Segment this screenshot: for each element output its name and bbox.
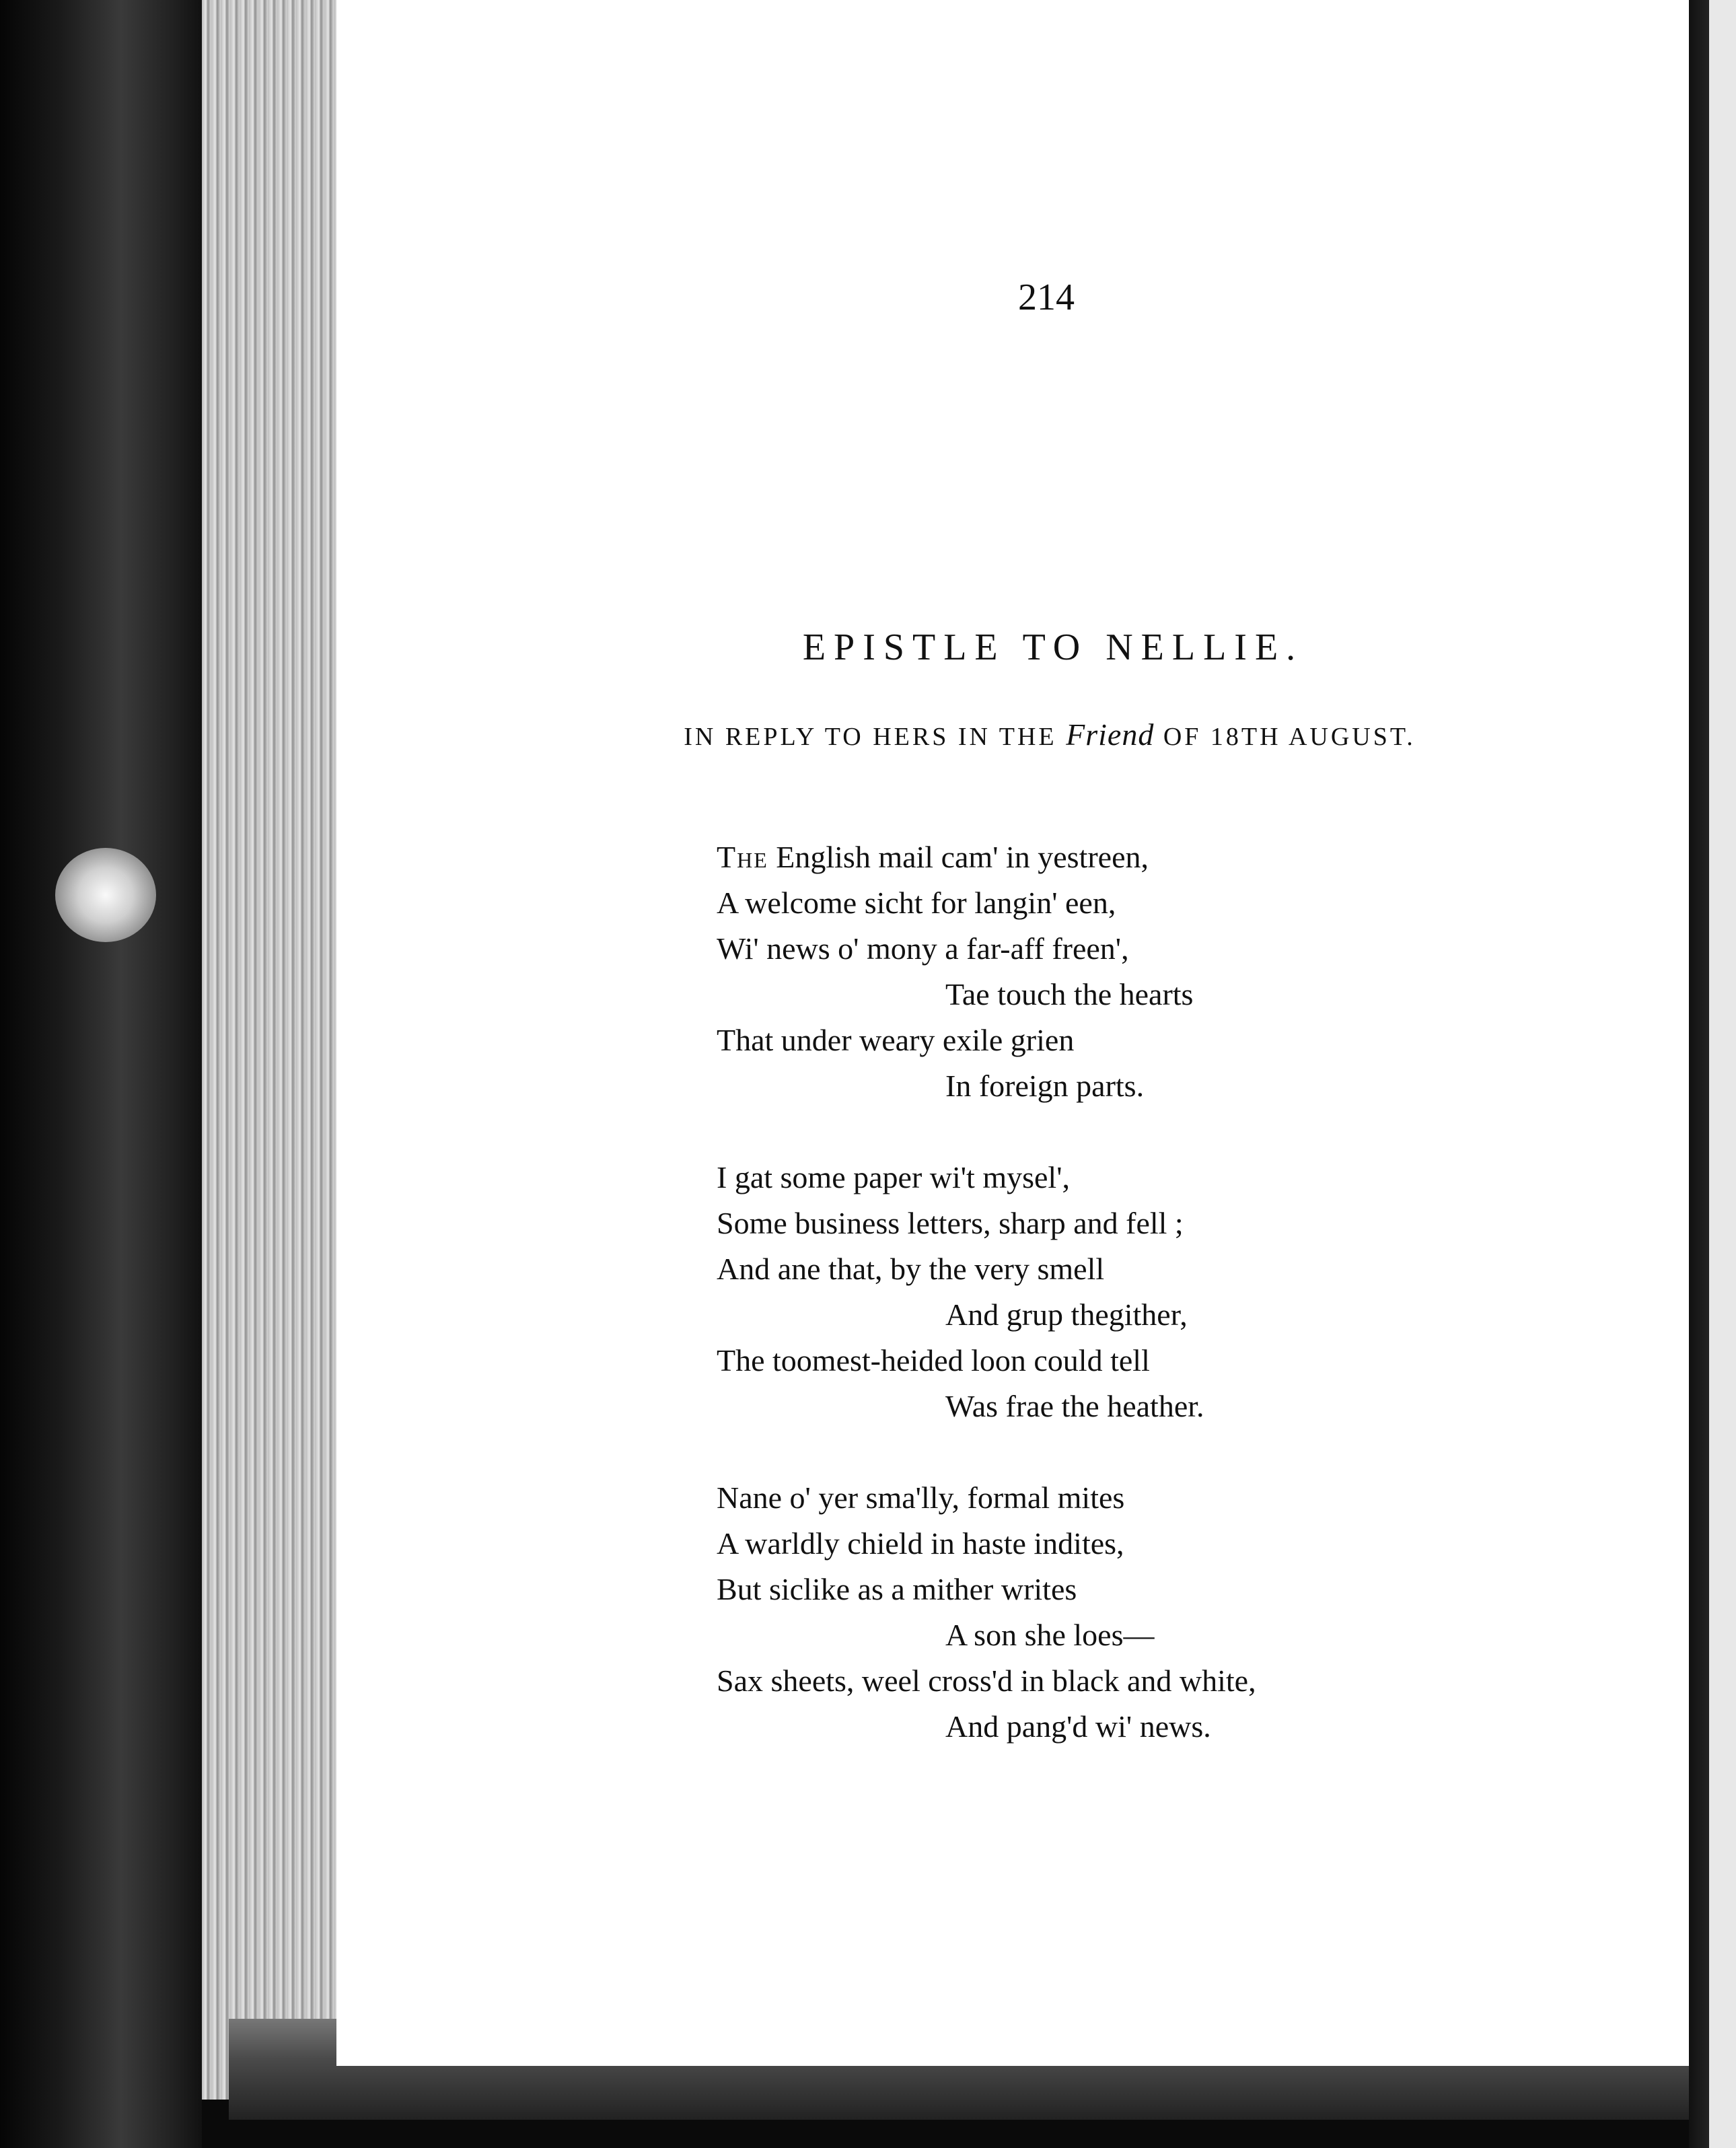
- poem-line: A son she loes—: [945, 1618, 1155, 1652]
- poem-line: Was frae the heather.: [945, 1389, 1204, 1423]
- poem-line: Wi' news o' mony a far-aff freen',: [717, 931, 1129, 966]
- stanza-2: [717, 1155, 1457, 1429]
- poem-line: In foreign parts.: [945, 1069, 1145, 1103]
- poem-body: [717, 834, 1457, 1795]
- poem-line: But siclike as a mither writes: [717, 1572, 1077, 1606]
- poem-line: A welcome sicht for langin' een,: [717, 886, 1116, 920]
- poem-line: Nane o' yer sma'lly, formal mites: [717, 1480, 1125, 1515]
- line-text: English mail cam' in yestreen,: [768, 840, 1149, 874]
- poem-title: EPISTLE TO NELLIE.: [802, 626, 1304, 668]
- poem-line: [717, 834, 1457, 880]
- subtitle-before: IN REPLY TO HERS IN THE: [684, 723, 1066, 751]
- book-spine: [0, 0, 202, 2148]
- poem-line: And pang'd wi' news.: [945, 1709, 1211, 1744]
- stanza-1: [717, 834, 1457, 1109]
- poem-line: Some business letters, sharp and fell ;: [717, 1206, 1184, 1240]
- stanza-3: [717, 1475, 1457, 1750]
- poem-subtitle: [579, 717, 1521, 752]
- poem-line: The toomest-heided loon could tell: [717, 1343, 1150, 1377]
- page-edges: [202, 0, 336, 2100]
- poem-line: Sax sheets, weel cross'd in black and white,: [717, 1663, 1256, 1698]
- subtitle-after: OF 18TH AUGUST.: [1154, 723, 1416, 751]
- poem-line: Tae touch the hearts: [945, 977, 1194, 1011]
- poem-line: I gat some paper wi't mysel',: [717, 1160, 1071, 1194]
- poem-line: And grup thegither,: [945, 1297, 1188, 1332]
- page-number: 214: [1018, 277, 1075, 318]
- poem-line: And ane that, by the very smell: [717, 1252, 1105, 1286]
- subtitle-italic: Friend: [1066, 717, 1155, 752]
- drop-word: The: [717, 840, 768, 874]
- paper-stain: [55, 848, 156, 942]
- poem-line: That under weary exile grien: [717, 1023, 1075, 1057]
- poem-line: A warldly chield in haste indites,: [717, 1526, 1124, 1561]
- next-page-strip: [1709, 0, 1736, 2148]
